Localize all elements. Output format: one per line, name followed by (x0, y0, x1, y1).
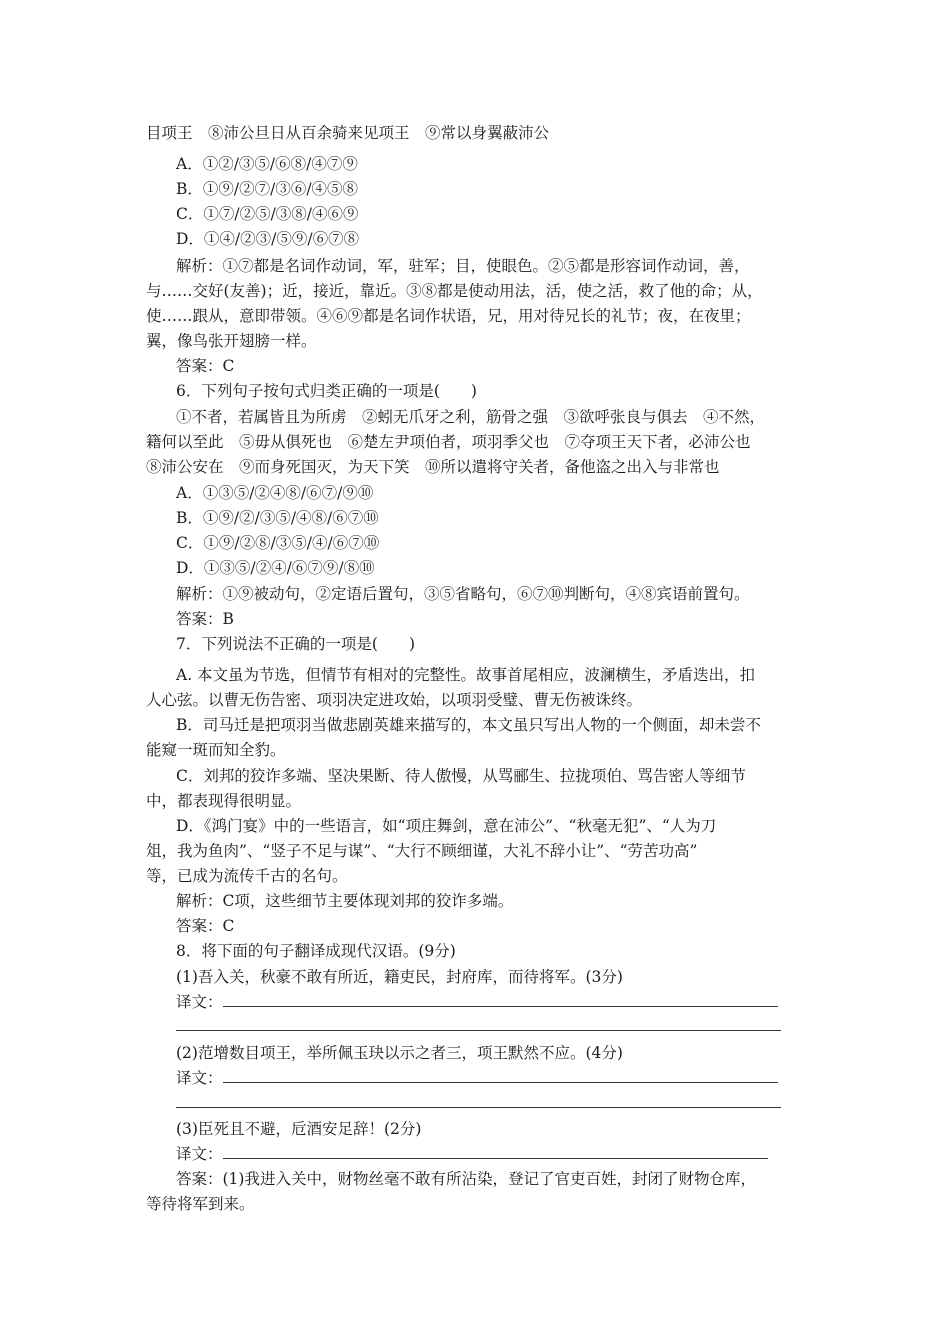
q8-translation-line (176, 1143, 826, 1165)
q8-answer-line: 答案：(1)我进入关中，财物丝毫不敢有所沾染，登记了官吏百姓，封闭了财物仓库， (176, 1170, 756, 1188)
q8-stem: 8．将下面的句子翻译成现代汉语。(9分) (176, 942, 456, 960)
q7-option-line: A. 本文虽为节选，但情节有相对的完整性。故事首尾相应，波澜横生，矛盾迭出，扣 (176, 666, 756, 684)
q8-item-1: (1)吾入关，秋豪不敢有所近，籍吏民，封府库，而待将军。(3分) (176, 968, 623, 986)
translation-label: 译文： (176, 993, 223, 1011)
q6-option-c: C．①⑨/②⑧/③⑤/④/⑥⑦⑩ (176, 534, 380, 552)
q7-option-line: B．司马迁是把项羽当做悲剧英雄来描写的，本文虽只写出人物的一个侧面，却未尝不 (176, 716, 761, 734)
translation-label: 译文： (176, 1145, 223, 1163)
q5-option-c: C．①⑦/②⑤/③⑧/④⑥⑨ (176, 205, 359, 223)
q7-stem: 7．下列说法不正确的一项是( ) (176, 635, 415, 653)
q5-option-d: D．①④/②③/⑤⑨/⑥⑦⑧ (176, 230, 360, 248)
q5-analysis-line: 与……交好(友善)；近，接近，靠近。③⑧都是使动用法，活，使之活，救了他的命；从， (146, 282, 763, 300)
q8-item-3: (3)臣死且不避，卮酒安足辞！(2分) (176, 1120, 422, 1138)
q7-analysis: 解析：C项，这些细节主要体现刘邦的狡诈多端。 (176, 892, 514, 910)
q6-stem: 6．下列句子按句式归类正确的一项是( ) (176, 382, 477, 400)
q5-analysis-line: 翼，像鸟张开翅膀一样。 (146, 332, 317, 350)
translation-label: 译文： (176, 1069, 223, 1087)
translation-blank[interactable] (223, 1068, 778, 1083)
q7-option-line: 人心弦。以曹无伤告密、项羽决定进攻始，以项羽受璧、曹无伤被诛终。 (146, 691, 643, 709)
q7-option-line: 等，已成为流传千古的名句。 (146, 867, 348, 885)
translation-blank[interactable] (223, 992, 778, 1007)
q6-option-a: A．①③⑤/②④⑧/⑥⑦/⑨⑩ (176, 484, 374, 502)
q6-option-d: D．①③⑤/②④/⑥⑦⑨/⑧⑩ (176, 559, 375, 577)
q6-answer: 答案：B (176, 610, 234, 628)
q7-option-line: 俎，我为鱼肉”、“竖子不足与谋”、“大行不顾细谨，大礼不辞小让”、“劳苦功高” (146, 842, 698, 860)
q7-option-line: 能窥一斑而知全豹。 (146, 741, 286, 759)
emphasis-dot-char: 目 (146, 124, 162, 142)
emphasis-dot-char: 不 (263, 635, 279, 653)
q6-analysis: 解析：①⑨被动句，②定语后置句，③⑤省略句，⑥⑦⑩判断句，④⑧宾语前置句。 (176, 585, 750, 603)
q7-option-line: 中，都表现得很明显。 (146, 792, 302, 810)
q5-option-b: B．①⑨/②⑦/③⑥/④⑤⑧ (176, 180, 359, 198)
q7-option-line: D．《鸿门宴》中的一些语言，如“项庄舞剑，意在沛公”、“秋毫无犯”、“人为刀 (176, 817, 717, 835)
q5-option-a: A．①②/③⑤/⑥⑧/④⑦⑨ (176, 155, 358, 173)
q6-sentence-line: ①不者，若属皆且为所虏 ②蚓无爪牙之利，筋骨之强 ③欲呼张良与俱去 ④不然， (176, 408, 766, 426)
translation-blank-line[interactable] (176, 1030, 781, 1031)
q8-item-2: (2)范增数目项王，举所佩玉玦以示之者三，项王默然不应。(4分) (176, 1044, 623, 1062)
q8-translation-line (176, 991, 826, 1013)
q6-sentence-line: ⑧沛公安在 ⑨而身死国灭，为天下笑 ⑩所以遣将守关者，备他盗之出入与非常也 (146, 458, 720, 476)
q5-analysis-line: 使……跟从，意即带领。④⑥⑨都是名词作状语，兄，用对待兄长的礼节；夜，在夜里； (146, 307, 751, 325)
q7-answer: 答案：C (176, 917, 235, 935)
translation-blank-line[interactable] (176, 1107, 781, 1108)
emphasis-dot-char: 翼 (487, 124, 503, 142)
q5-answer: 答案：C (176, 357, 235, 375)
q6-sentence-line: 籍何以至此 ⑤毋从俱死也 ⑥楚左尹项伯者，项羽季父也 ⑦夺项王天下者，必沛公也 (146, 433, 751, 451)
q5-analysis-line: 解析：①⑦都是名词作动词，军，驻军；目，使眼色。②⑤都是形容词作动词，善， (176, 257, 750, 275)
q5-tail-line: 目项王 ⑧沛公旦日从百余骑来见项王 ⑨常以身翼蔽沛公 (146, 124, 550, 142)
q8-answer-line: 等待将军到来。 (146, 1195, 255, 1213)
q7-option-line: C．刘邦的狡诈多端、坚决果断、待人傲慢，从骂郦生、拉拢项伯、骂告密人等细节 (176, 767, 746, 785)
emphasis-dot-char: 从 (285, 124, 302, 142)
translation-blank[interactable] (223, 1144, 768, 1159)
q8-translation-line (176, 1067, 826, 1089)
q6-option-b: B．①⑨/②/③⑤/④⑧/⑥⑦⑩ (176, 509, 379, 527)
